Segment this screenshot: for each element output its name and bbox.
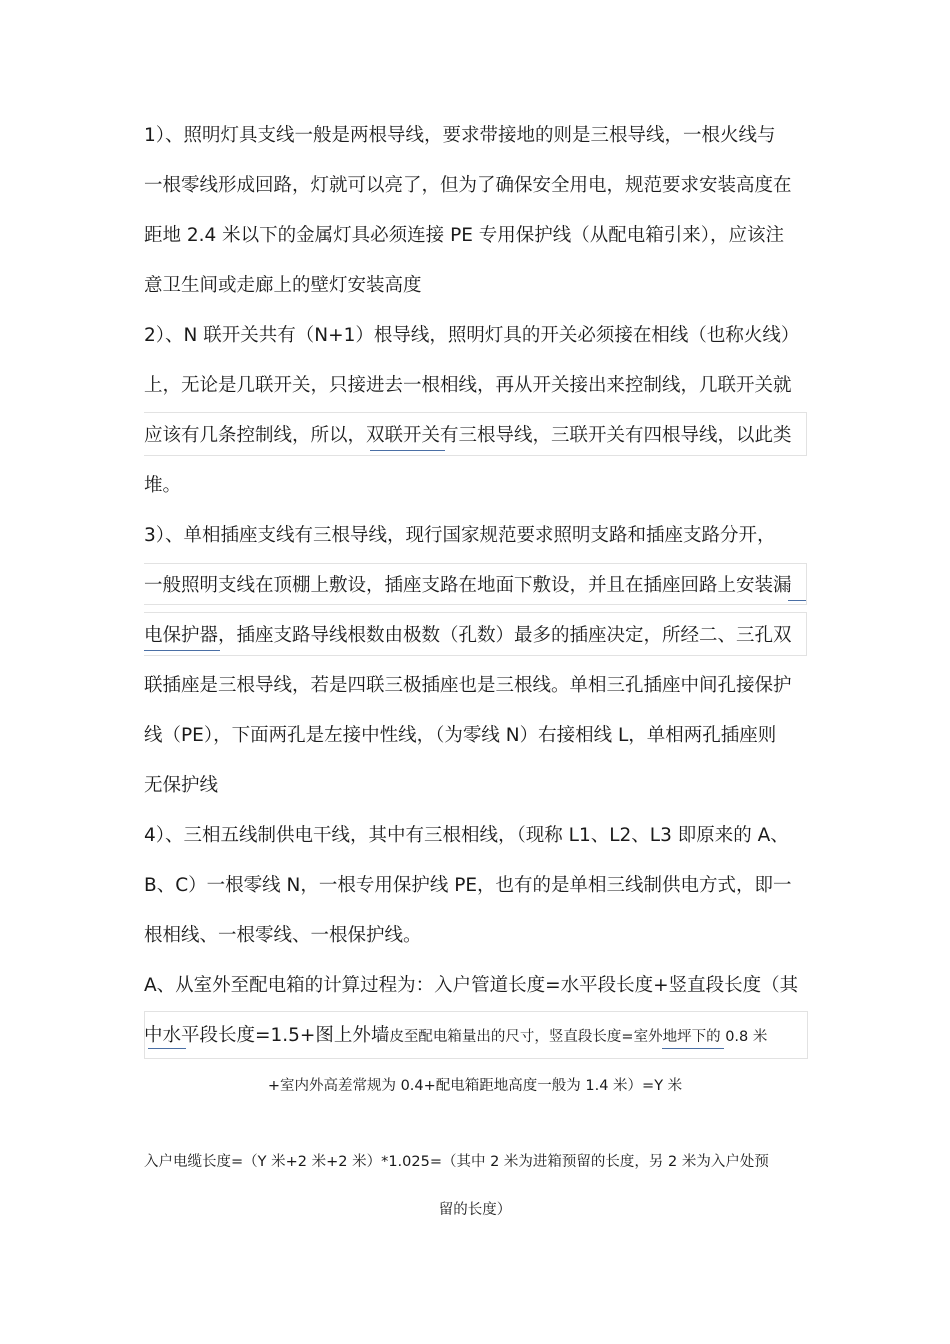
text-line: 2）、N 联开关共有（N+1）根导线，照明灯具的开关必须接在相线（也称火线）: [144, 325, 800, 346]
text-line: 线（PE），下面两孔是左接中性线，（为零线 N）右接相线 L，单相两孔插座则: [144, 725, 777, 746]
spellcheck-underline: [662, 1048, 724, 1049]
spellcheck-underline: [788, 600, 806, 601]
text-line: 4）、三相五线制供电干线，其中有三根相线，（现称 L1、L2、L3 即原来的 A、: [144, 825, 789, 846]
text-line: 电保护器，插座支路导线根数由极数（孔数）最多的插座决定，所经二、三孔双: [144, 625, 792, 646]
text-line: 上，无论是几联开关，只接进去一根相线，再从开关接出来控制线，几联开关就: [144, 375, 792, 396]
text-line: B、C）一根零线 N，一根专用保护线 PE，也有的是单相三线制供电方式，即一: [144, 875, 792, 896]
text-line-mixed: [144, 1024, 767, 1049]
text-line: 入户电缆长度=（Y 米+2 米+2 米）*1.025=（其中 2 米为进箱预留的长度，另 2 米为入户处预: [144, 1154, 769, 1170]
spellcheck-underline: [144, 650, 220, 651]
text-line: 堆。: [144, 475, 182, 496]
text-line: 留的长度）: [438, 1202, 512, 1218]
text-segment: 中水平段长度=1.5+图上外墙: [144, 1025, 390, 1046]
text-line: 一般照明支线在顶棚上敷设，插座支路在地面下敷设，并且在插座回路上安装漏: [144, 575, 792, 596]
text-line: A、从室外至配电箱的计算过程为：入户管道长度=水平段长度+竖直段长度（其: [144, 975, 799, 996]
text-line: 联插座是三根导线，若是四联三极插座也是三根线。单相三孔插座中间孔接保护: [144, 675, 792, 696]
text-line: 意卫生间或走廊上的壁灯安装高度: [144, 275, 422, 296]
spellcheck-underline: [370, 450, 445, 451]
text-line: 根相线、一根零线、一根保护线。: [144, 925, 422, 946]
text-line: 一根零线形成回路，灯就可以亮了，但为了确保安全用电，规范要求安装高度在: [144, 175, 792, 196]
text-segment: 皮至配电箱量出的尺寸，竖直段长度=室外地坪下的 0.8 米: [389, 1029, 768, 1045]
text-line: 3）、单相插座支线有三根导线，现行国家规范要求照明支路和插座支路分开，: [144, 525, 776, 546]
text-line: 距地 2.4 米以下的金属灯具必须连接 PE 专用保护线（从配电箱引来），应该注: [144, 225, 785, 246]
text-line: 应该有几条控制线，所以，双联开关有三根导线，三联开关有四根导线，以此类: [144, 425, 792, 446]
text-line: 1）、照明灯具支线一般是两根导线，要求带接地的则是三根导线，一根火线与: [144, 125, 776, 146]
spellcheck-underline: [148, 1048, 186, 1049]
text-line: 无保护线: [144, 775, 219, 796]
text-line: +室内外高差常规为 0.4+配电箱距地高度一般为 1.4 米）=Y 米: [267, 1078, 683, 1094]
